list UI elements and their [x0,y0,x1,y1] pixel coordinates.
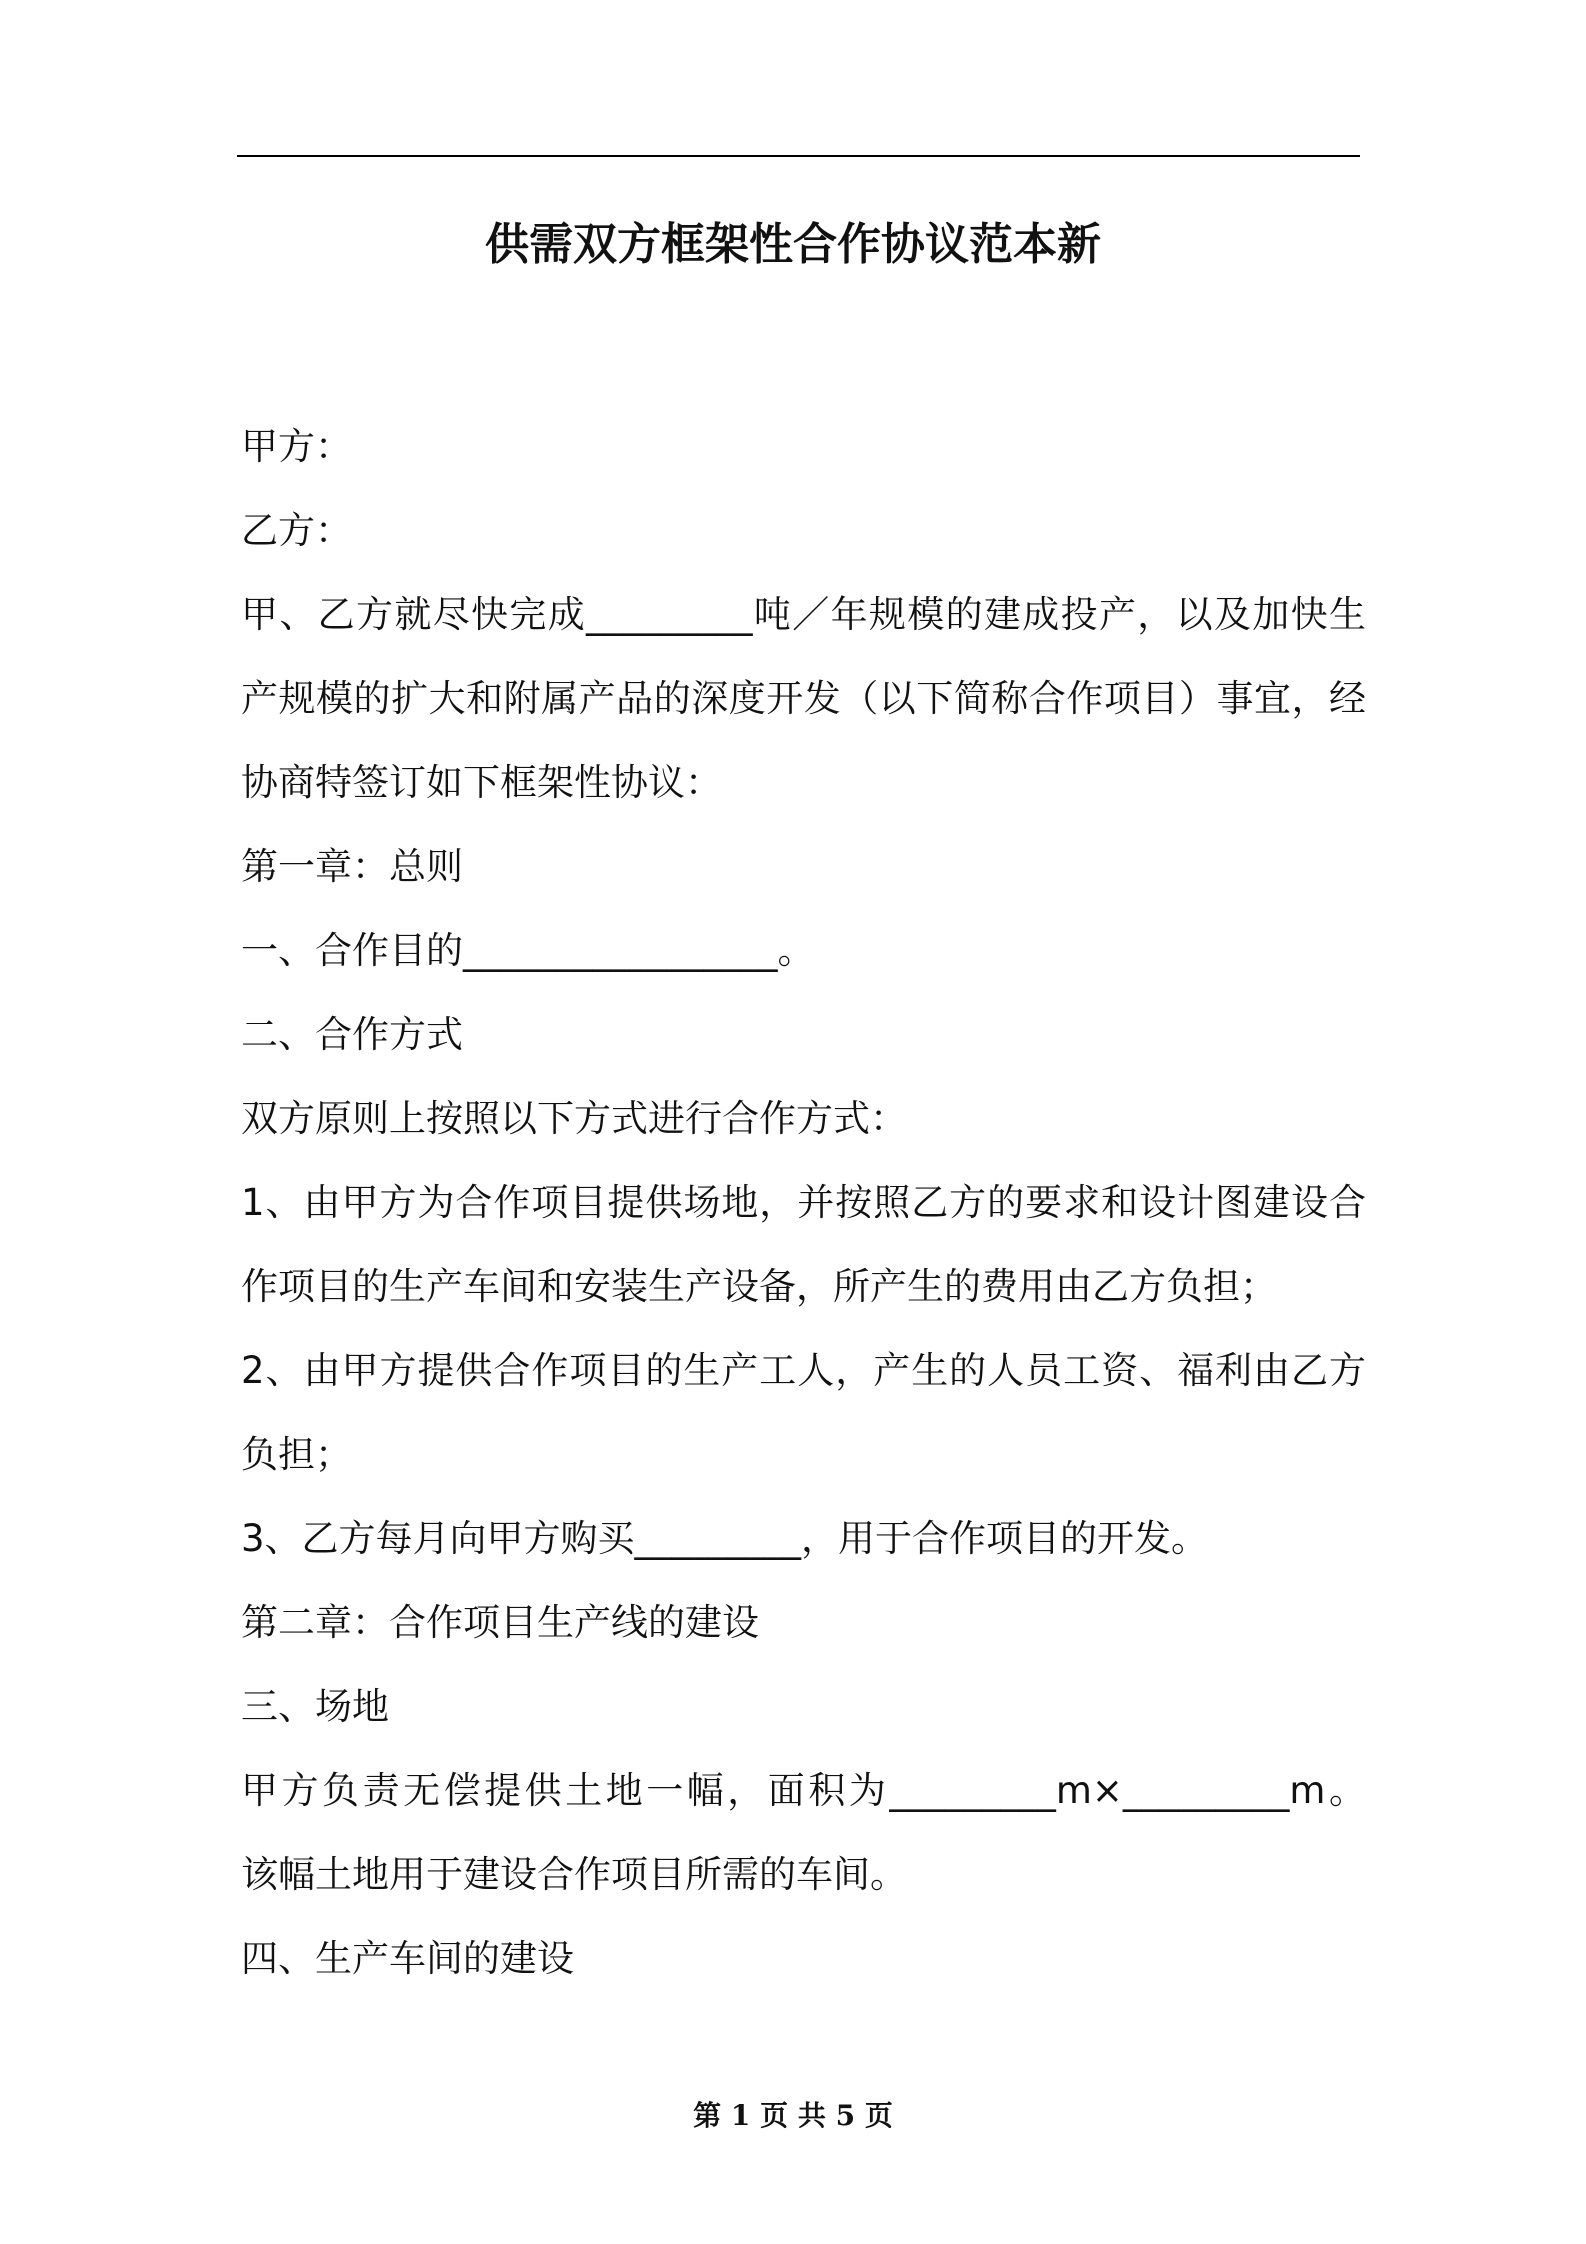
page-number-footer: 第 1 页 共 5 页 [693,2099,893,2132]
body-line: 甲方： [241,425,352,468]
body-line: 1、由甲方为合作项目提供场地，并按照乙方的要求和设计图建设合 [241,1181,1366,1224]
document-body [241,405,1366,2001]
section-heading: 一、合作目的_________________。 [241,929,815,972]
body-line: 产规模的扩大和附属产品的深度开发（以下简称合作项目）事宜，经 [241,677,1366,720]
header-rule [237,155,1360,157]
body-line: 负担； [241,1433,352,1476]
body-line: 甲、乙方就尽快完成_________吨／年规模的建成投产，以及加快生 [241,593,1366,636]
body-line: 作项目的生产车间和安装生产设备，所产生的费用由乙方负担； [241,1265,1277,1308]
section-heading: 三、场地 [241,1685,389,1728]
chapter-heading: 第二章：合作项目生产线的建设 [241,1601,759,1644]
body-line: 甲方负责无偿提供土地一幅，面积为_________m×_________m。 [241,1769,1366,1812]
body-line: 协商特签订如下框架性协议： [241,761,722,804]
document-title: 供需双方框架性合作协议范本新 [485,219,1101,270]
body-line: 双方原则上按照以下方式进行合作方式： [241,1097,907,1140]
section-heading: 二、合作方式 [241,1013,463,1056]
body-line: 乙方： [241,509,352,552]
body-line: 2、由甲方提供合作项目的生产工人，产生的人员工资、福利由乙方 [241,1349,1366,1392]
section-heading: 四、生产车间的建设 [241,1937,574,1980]
body-line: 3、乙方每月向甲方购买_________，用于合作项目的开发。 [241,1517,1209,1560]
body-line: 该幅土地用于建设合作项目所需的车间。 [241,1853,907,1896]
chapter-heading: 第一章：总则 [241,845,463,888]
